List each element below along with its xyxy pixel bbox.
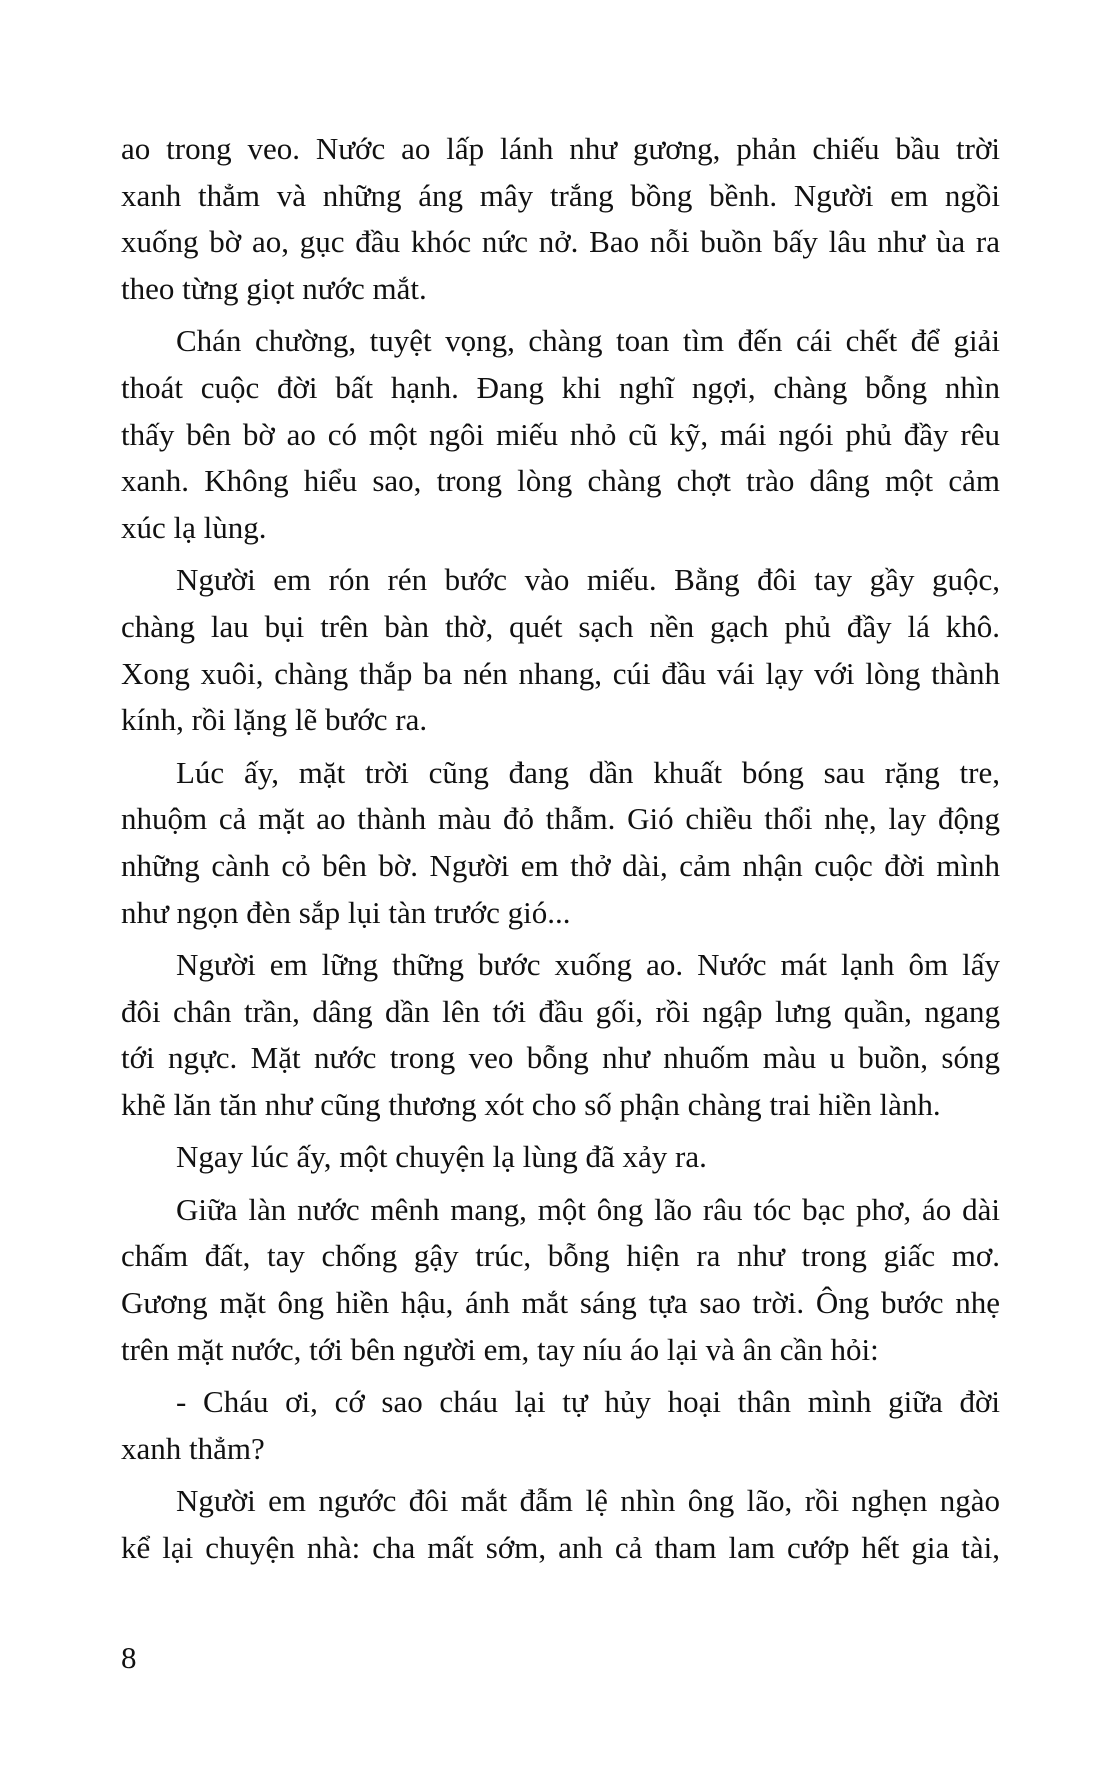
paragraph [121, 126, 1000, 313]
text-line: kể lại chuyện nhà: cha mất sớm, anh cả tham lam cướp hết gia tài, [121, 1529, 1000, 1565]
paragraph [121, 1134, 1000, 1181]
paragraph [121, 942, 1000, 1129]
text-line: Người em rón rén bước vào miếu. Bằng đôi tay gầy guộc, [176, 562, 1000, 598]
text-line: xanh thẳm? [121, 1430, 265, 1466]
text-line: Xong xuôi, chàng thắp ba nén nhang, cúi đầu vái lạy với lòng thành [121, 655, 1000, 691]
text-line: khẽ lăn tăn như cũng thương xót cho số phận chàng trai hiền lành. [121, 1087, 941, 1123]
text-line: nhuộm cả mặt ao thành màu đỏ thẫm. Gió chiều thổi nhẹ, lay động [121, 801, 1000, 837]
text-line: xuống bờ ao, gục đầu khóc nức nở. Bao nỗi buồn bấy lâu như ùa ra [121, 224, 1000, 260]
text-line: ao trong veo. Nước ao lấp lánh như gương, phản chiếu bầu trời [121, 131, 1000, 166]
page-number: 8 [121, 1640, 137, 1675]
text-line: chàng lau bụi trên bàn thờ, quét sạch nền gạch phủ đầy lá khô. [121, 609, 1000, 645]
paragraph [121, 318, 1000, 551]
text-line: theo từng giọt nước mắt. [121, 271, 427, 307]
paragraph [121, 1187, 1000, 1374]
page-body [121, 126, 1000, 1571]
text-line: Gương mặt ông hiền hậu, ánh mắt sáng tựa sao trời. Ông bước nhẹ [121, 1285, 1000, 1321]
text-line: thấy bên bờ ao có một ngôi miếu nhỏ cũ kỹ, mái ngói phủ đầy rêu [121, 416, 1000, 452]
text-line: Lúc ấy, mặt trời cũng đang dần khuất bóng sau rặng tre, [176, 754, 1000, 790]
text-line: xúc lạ lùng. [121, 510, 267, 546]
paragraph [121, 557, 1000, 744]
text-line: thoát cuộc đời bất hạnh. Đang khi nghĩ ngợi, chàng bỗng nhìn [121, 370, 1000, 406]
paragraph [121, 1379, 1000, 1472]
text-line: Ngay lúc ấy, một chuyện lạ lùng đã xảy ra. [176, 1139, 707, 1175]
text-line: đôi chân trần, dâng dần lên tới đầu gối, rồi ngập lưng quần, ngang [121, 993, 1000, 1029]
paragraph [121, 750, 1000, 937]
text-line: xanh thẳm và những áng mây trắng bồng bềnh. Người em ngồi [121, 177, 1000, 213]
text-line: kính, rồi lặng lẽ bước ra. [121, 702, 428, 738]
text-line: chấm đất, tay chống gậy trúc, bỗng hiện ra như trong giấc mơ. [121, 1238, 1000, 1274]
paragraph [121, 1478, 1000, 1571]
text-line: tới ngực. Mặt nước trong veo bỗng như nhuốm màu u buồn, sóng [121, 1040, 1000, 1076]
text-line: Giữa làn nước mênh mang, một ông lão râu tóc bạc phơ, áo dài [176, 1191, 1000, 1227]
text-line: Chán chường, tuyệt vọng, chàng toan tìm đến cái chết để giải [176, 323, 1000, 359]
text-line: trên mặt nước, tới bên người em, tay níu áo lại và ân cần hỏi: [121, 1331, 879, 1367]
text-line: Người em lững thững bước xuống ao. Nước mát lạnh ôm lấy [176, 947, 1000, 983]
text-line: xanh. Không hiểu sao, trong lòng chàng chợt trào dâng một cảm [121, 463, 1000, 499]
text-line: như ngọn đèn sắp lụi tàn trước gió... [121, 894, 571, 930]
text-line: - Cháu ơi, cớ sao cháu lại tự hủy hoại thân mình giữa đời [176, 1384, 1000, 1420]
text-line: Người em ngước đôi mắt đẫm lệ nhìn ông lão, rồi nghẹn ngào [176, 1483, 1000, 1518]
text-line: những cành cỏ bên bờ. Người em thở dài, cảm nhận cuộc đời mình [121, 848, 1000, 884]
